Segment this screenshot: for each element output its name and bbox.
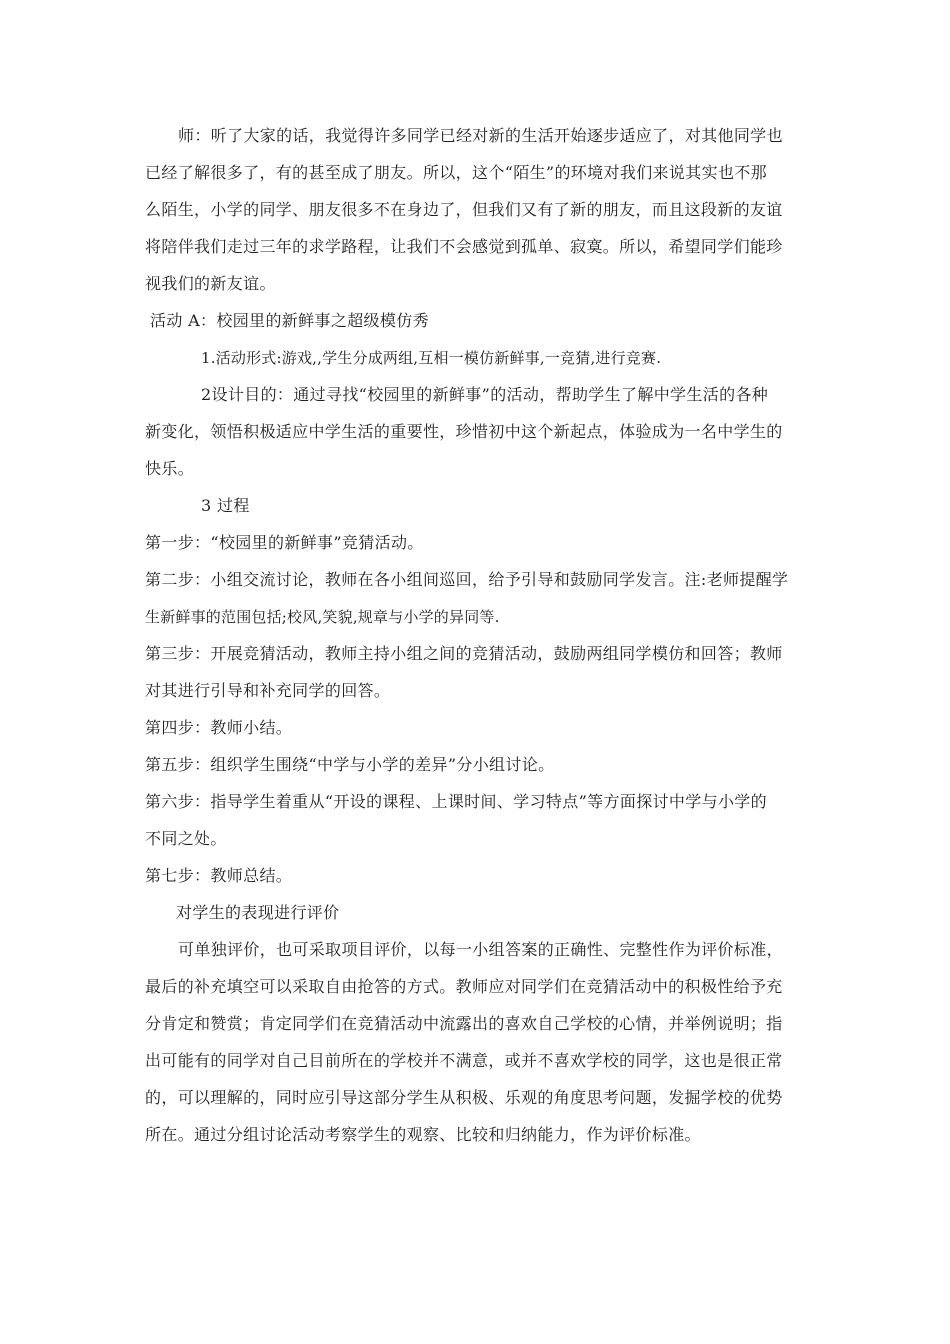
item-2-design-purpose-line: 新变化，领悟积极适应中学生活的重要性，珍惜初中这个新起点，体验成为一名中学生的 — [145, 422, 783, 441]
item-2-design-purpose-line: 快乐。 — [145, 459, 195, 478]
teacher-paragraph-line: 视我们的新友谊。 — [145, 274, 276, 293]
step-line: 对其进行引导和补充同学的回答。 — [145, 681, 391, 700]
activity-title: 活动 A：校园里的新鲜事之超级模仿秀 — [150, 311, 429, 330]
step-line: 第二步：小组交流讨论，教师在各小组间巡回，给予引导和鼓励同学发言。注:老师提醒学 — [145, 570, 789, 589]
step-line: 第六步：指导学生着重从“开设的课程、上课时间、学习特点”等方面探讨中学与小学的 — [145, 792, 768, 811]
evaluation-paragraph-line: 出可能有的同学对自己目前所在的学校并不满意，或并不喜欢学校的同学，这也是很正常 — [145, 1051, 783, 1070]
evaluation-paragraph-line: 的，可以理解的，同时应引导这部分学生从积极、乐观的角度思考问题，发掘学校的优势 — [145, 1088, 783, 1107]
evaluation-paragraph-line: 可单独评价，也可采取项目评价，以每一小组答案的正确性、完整性作为评价标准， — [178, 940, 783, 959]
evaluation-paragraph-line: 最后的补充填空可以采取自由抢答的方式。教师应对同学们在竞猜活动中的积极性给予充 — [145, 977, 783, 996]
item-1-activity-form: 1.活动形式:游戏,,学生分成两组,互相一模仿新鲜事,一竞猜,进行竞赛. — [201, 349, 662, 367]
evaluation-title: 对学生的表现进行评价 — [176, 903, 340, 922]
step-line: 生新鲜事的范围包括;校风,笑貌,规章与小学的异同等. — [145, 608, 500, 626]
step-line: 不同之处。 — [145, 829, 227, 848]
teacher-paragraph-line: 已经了解很多了，有的甚至成了朋友。所以，这个“陌生”的环境对我们来说其实也不那 — [145, 163, 768, 182]
teacher-paragraph-line: 么陌生，小学的同学、朋友很多不在身边了，但我们又有了新的朋友，而且这段新的友谊 — [145, 200, 783, 219]
evaluation-paragraph-line: 所在。通过分组讨论活动考察学生的观察、比较和归纳能力，作为评价标准。 — [145, 1125, 701, 1144]
step-line: 第一步：“校园里的新鲜事”竞猜活动。 — [145, 533, 424, 552]
item-2-design-purpose-line: 2设计目的：通过寻找“校园里的新鲜事”的活动，帮助学生了解中学生活的各种 — [201, 385, 769, 404]
step-line: 第七步：教师总结。 — [145, 866, 293, 885]
teacher-paragraph-line: 将陪伴我们走过三年的求学路程，让我们不会感觉到孤单、寂寞。所以，希望同学们能珍 — [145, 237, 783, 256]
teacher-paragraph-line: 师：听了大家的话，我觉得许多同学已经对新的生活开始逐步适应了，对其他同学也 — [178, 126, 783, 145]
item-3-process: 3 过程 — [201, 496, 250, 515]
evaluation-paragraph-line: 分肯定和赞赏；肯定同学们在竞猜活动中流露出的喜欢自己学校的心情，并举例说明；指 — [145, 1014, 783, 1033]
step-line: 第三步：开展竞猜活动，教师主持小组之间的竞猜活动，鼓励两组同学模仿和回答；教师 — [145, 644, 783, 663]
step-line: 第五步：组织学生围绕“中学与小学的差异”分小组讨论。 — [145, 755, 555, 774]
step-line: 第四步：教师小结。 — [145, 718, 293, 737]
